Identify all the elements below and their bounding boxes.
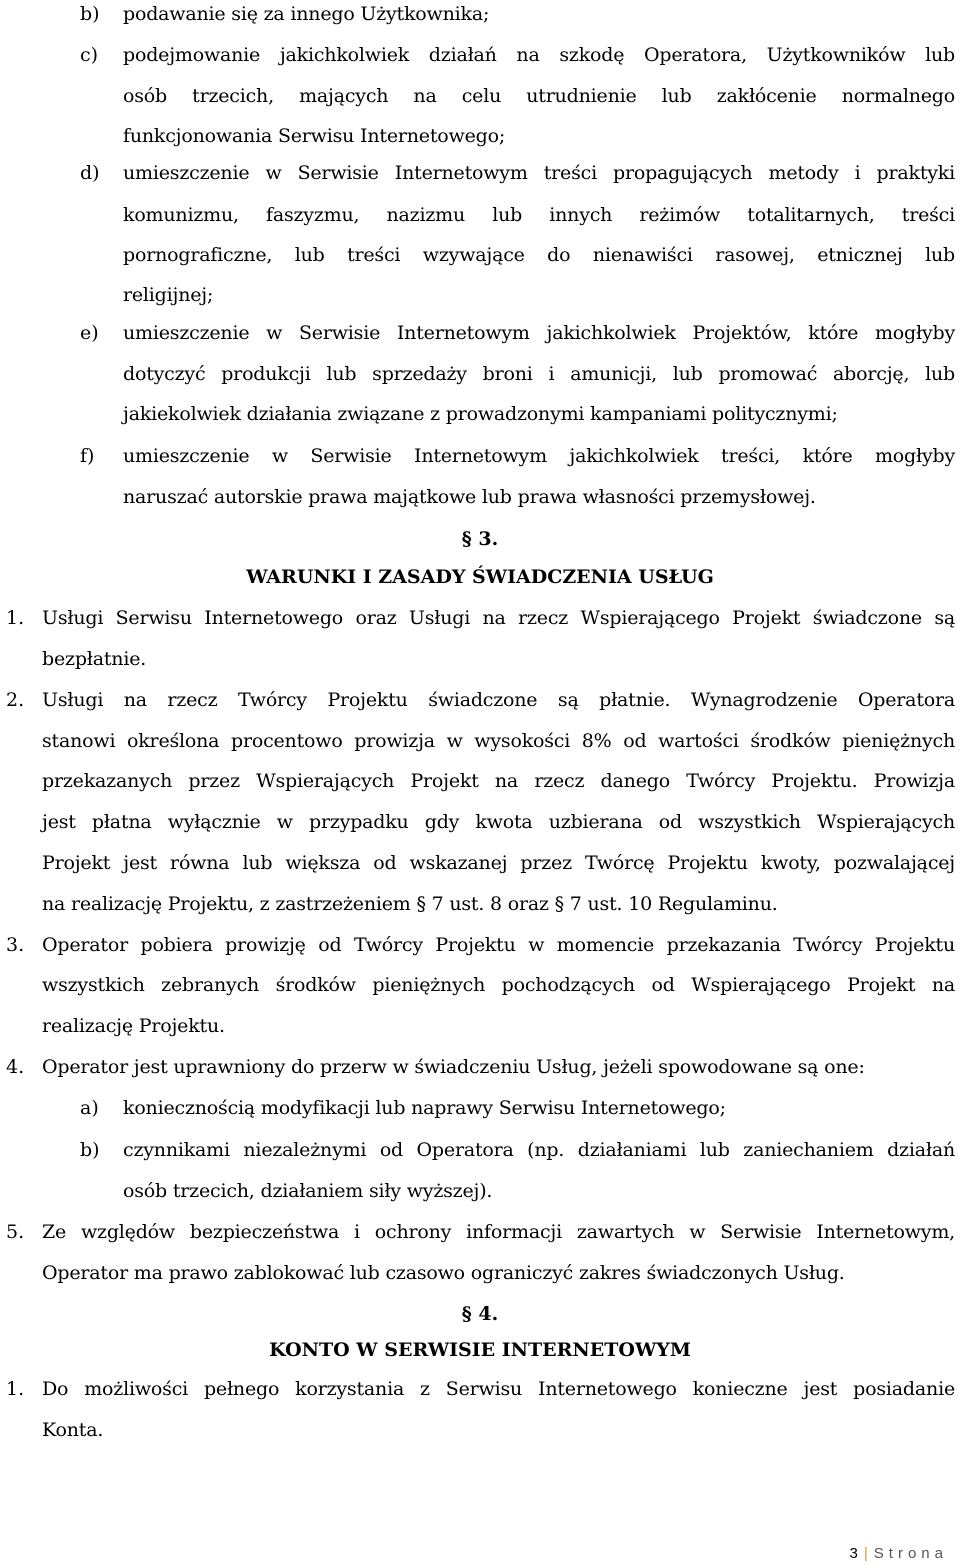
point-line: jest płatna wyłącznie w przypadku gdy kwota uzbierana od wszystkich Wspierających [42, 811, 955, 833]
list-item-line: jakiekolwiek działania związane z prowadzonymi kampaniami politycznymi; [123, 403, 838, 425]
section-title: KONTO W SERWISIE INTERNETOWYM [269, 1339, 691, 1361]
list-item-line: podawanie się za innego Użytkownika; [123, 3, 490, 25]
list-item-line: naruszać autorskie prawa majątkowe lub prawa własności przemysłowej. [123, 486, 816, 508]
list-item-line: umieszczenie w Serwisie Internetowym jakichkolwiek treści, które mogłyby [123, 445, 955, 467]
page-number: 3 [849, 1545, 858, 1562]
list-item-line: umieszczenie w Serwisie Internetowym jakichkolwiek Projektów, które mogłyby [123, 322, 955, 344]
subitem-line: osób trzecich, działaniem siły wyższej). [123, 1180, 493, 1202]
point-line: Usługi na rzecz Twórcy Projektu świadczone są płatnie. Wynagrodzenie Operatora [42, 689, 955, 711]
point-line: wszystkich zebranych środków pieniężnych pochodzących od Wspierającego Projekt na [42, 974, 955, 996]
list-item-line: dotyczyć produkcji lub sprzedaży broni i amunicji, lub promować aborcję, lub [123, 363, 955, 385]
list-item-line: religijnej; [123, 284, 214, 306]
list-marker: b) [80, 3, 100, 25]
point-line: bezpłatnie. [42, 648, 147, 670]
point-marker: 3. [6, 934, 25, 956]
section-title: WARUNKI I ZASADY ŚWIADCZENIA USŁUG [246, 566, 714, 588]
point-line: Projekt jest równa lub większa od wskazanej przez Twórcę Projektu kwoty, pozwalającej [42, 852, 955, 874]
point-line: Operator jest uprawniony do przerw w świadczeniu Usług, jeżeli spowodowane są one: [42, 1056, 865, 1078]
page-footer [850, 1544, 948, 1564]
point-line: Operator ma prawo zablokować lub czasowo ograniczyć zakres świadczonych Usług. [42, 1262, 845, 1284]
point-line: realizację Projektu. [42, 1015, 225, 1037]
subitem-line: koniecznością modyfikacji lub naprawy Serwisu Internetowego; [123, 1097, 726, 1119]
list-marker: f) [80, 445, 95, 467]
point-line: Do możliwości pełnego korzystania z Serwisu Internetowego konieczne jest posiadanie [42, 1378, 955, 1400]
point-marker: 4. [6, 1056, 25, 1078]
list-item-line: umieszczenie w Serwisie Internetowym treści propagujących metody i praktyki [123, 162, 955, 184]
list-item-line: pornograficzne, lub treści wzywające do nienawiści rasowej, etnicznej lub [123, 244, 955, 266]
point-marker: 2. [6, 689, 25, 711]
subitem-marker: a) [80, 1097, 99, 1119]
list-item-line: komunizmu, faszyzmu, nazizmu lub innych reżimów totalitarnych, treści [123, 204, 955, 226]
list-item-line: funkcjonowania Serwisu Internetowego; [123, 125, 506, 147]
point-line: stanowi określona procentowo prowizja w wysokości 8% od wartości środków pieniężnych [42, 730, 955, 752]
list-marker: d) [80, 162, 100, 184]
subitem-line: czynnikami niezależnymi od Operatora (np. działaniami lub zaniechaniem działań [123, 1139, 955, 1161]
subitem-marker: b) [80, 1139, 100, 1161]
point-line: przekazanych przez Wspierających Projekt na rzecz danego Twórcy Projektu. Prowizja [42, 770, 955, 792]
point-line: Operator pobiera prowizję od Twórcy Projektu w momencie przekazania Twórcy Projektu [42, 934, 955, 956]
point-marker: 1. [6, 1378, 25, 1400]
section-number: § 3. [461, 528, 499, 550]
point-line: na realizację Projektu, z zastrzeżeniem § 7 ust. 8 oraz § 7 ust. 10 Regulaminu. [42, 893, 778, 915]
point-line: Konta. [42, 1419, 104, 1441]
point-marker: 1. [6, 607, 25, 629]
point-marker: 5. [6, 1221, 25, 1243]
list-item-line: osób trzecich, mających na celu utrudnienie lub zakłócenie normalnego [123, 85, 955, 107]
point-line: Usługi Serwisu Internetowego oraz Usługi na rzecz Wspierającego Projekt świadczone są [42, 607, 955, 629]
list-marker: e) [80, 322, 99, 344]
list-item-line: podejmowanie jakichkolwiek działań na szkodę Operatora, Użytkowników lub [123, 44, 955, 66]
footer-separator: | [863, 1545, 868, 1562]
point-line: Ze względów bezpieczeństwa i ochrony informacji zawartych w Serwisie Internetowym, [42, 1221, 955, 1243]
section-number: § 4. [461, 1303, 499, 1325]
page-label: Strona [873, 1545, 948, 1562]
list-marker: c) [80, 44, 99, 66]
